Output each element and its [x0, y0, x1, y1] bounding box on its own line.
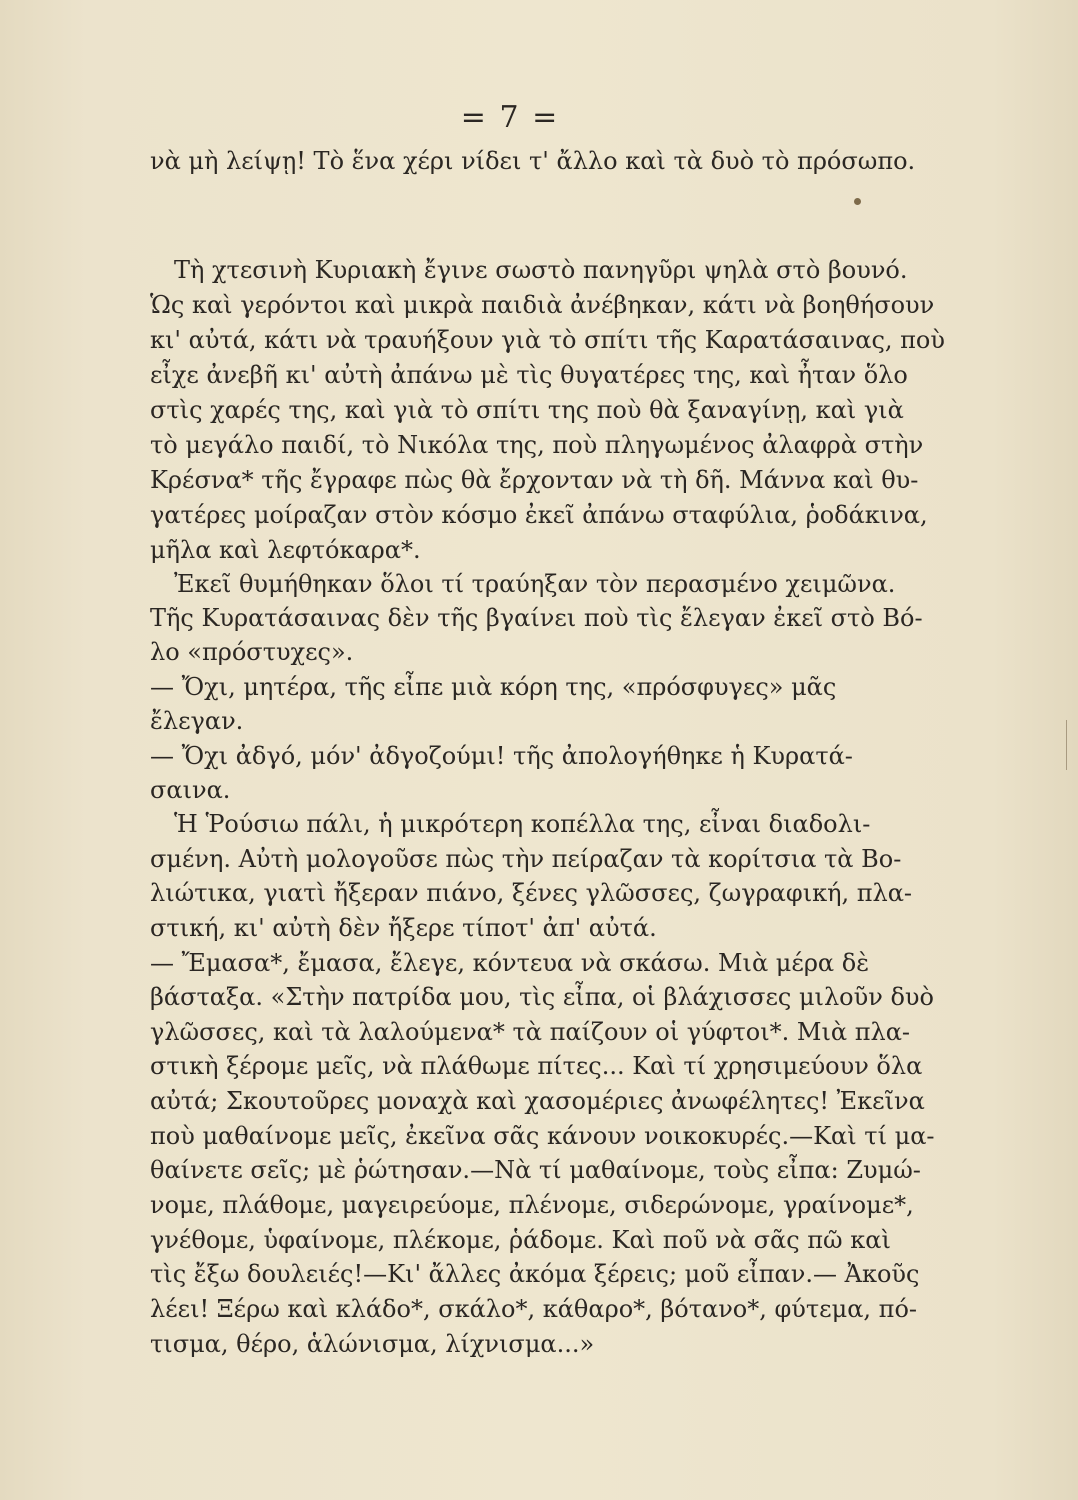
text-line: λο «πρόστυχες». — [150, 638, 354, 666]
text-line: θαίνετε σεῖς; μὲ ῥώτησαν.—Νὰ τί μαθαίνομε, τοὺς εἶπα: Ζυμώ- — [150, 1156, 921, 1184]
text-line: Τὴ χτεσινὴ Κυριακὴ ἔγινε σωστὸ πανηγῦρι ψηλὰ στὸ βουνό. — [174, 256, 908, 284]
text-line: αὐτά; Σκουτοῦρες μοναχὰ καὶ χασομέριες ἀνωφέλητες! Ἐκεῖνα — [150, 1087, 925, 1115]
text-line: ἔλεγαν. — [150, 707, 244, 735]
text-line: στὶς χαρές της, καὶ γιὰ τὸ σπίτι της ποὺ θὰ ξαναγίνῃ, καὶ γιὰ — [150, 396, 904, 424]
text-line: — Ἔμασα*, ἔμασα, ἔλεγε, κόντευα νὰ σκάσω. Μιὰ μέρα δὲ — [150, 949, 870, 977]
text-line: μῆλα καὶ λεφτόκαρα*. — [150, 536, 421, 564]
text-line: τισμα, θέρο, ἁλώνισμα, λίχνισμα...» — [150, 1330, 595, 1358]
text-line: νὰ μὴ λείψῃ! Τὸ ἕνα χέρι νίδει τ' ἄλλο καὶ τὰ δυὸ τὸ πρόσωπο. — [150, 147, 916, 175]
text-line: Τῆς Κυρατάσαινας δὲν τῆς βγαίνει ποὺ τὶς ἔλεγαν ἐκεῖ στὸ Βό- — [150, 604, 923, 632]
text-line: στικὴ ξέρομε μεῖς, νὰ πλάθωμε πίτες... Καὶ τί χρησιμεύουν ὅλα — [150, 1052, 923, 1080]
text-line: ποὺ μαθαίνομε μεῖς, ἐκεῖνα σᾶς κάνουν νοικοκυρές.—Καὶ τί μα- — [150, 1122, 935, 1150]
text-line: νομε, πλάθομε, μαγειρεύομε, πλένομε, σιδερώνομε, γραίνομε*, — [150, 1191, 914, 1219]
text-line: γατέρες μοίραζαν στὸν κόσμο ἐκεῖ ἀπάνω σταφύλια, ῥοδάκινα, — [150, 501, 928, 529]
text-line: Ἐκεῖ θυμήθηκαν ὅλοι τί τραύηξαν τὸν περασμένο χειμῶνα. — [174, 570, 896, 598]
text-line: — Ὄχι, μητέρα, τῆς εἶπε μιὰ κόρη της, «πρόσφυγες» μᾶς — [150, 673, 837, 701]
text-line: εἶχε ἀνεβῆ κι' αὐτὴ ἀπάνω μὲ τὶς θυγατέρες της, καὶ ἦταν ὅλο — [150, 361, 908, 389]
text-line: στική, κι' αὐτὴ δὲν ἤξερε τίποτ' ἀπ' αὐτά. — [150, 914, 657, 942]
text-line: γλῶσσες, καὶ τὰ λαλούμενα* τὰ παίζουν οἱ γύφτοι*. Μιὰ πλα- — [150, 1018, 911, 1046]
text-line: — Ὄχι ἀδγό, μόν' ἀδγοζούμι! τῆς ἀπολογήθηκε ἡ Κυρατά- — [150, 742, 853, 770]
text-line: Ὡς καὶ γερόντοι καὶ μικρὰ παιδιὰ ἀνέβηκαν, κάτι νὰ βοηθήσουν — [150, 291, 935, 319]
text-line: λέει! Ξέρω καὶ κλάδο*, σκάλο*, κάθαρο*, βότανο*, φύτεμα, πό- — [150, 1295, 918, 1323]
margin-mark — [1066, 720, 1067, 770]
page-number: = 7 = — [460, 100, 560, 135]
text-line: σαινα. — [150, 776, 231, 804]
text-line: σμένη. Αὐτὴ μολογοῦσε πὼς τὴν πείραζαν τὰ κορίτσια τὰ Βο- — [150, 845, 902, 873]
text-line: Ἡ Ῥούσιω πάλι, ἡ μικρότερη κοπέλλα της, εἶναι διαδολι- — [174, 810, 871, 838]
ink-dot — [854, 198, 861, 205]
text-line: κι' αὐτά, κάτι νὰ τραυήξουν γιὰ τὸ σπίτι τῆς Καρατάσαινας, ποὺ — [150, 326, 945, 354]
text-line: λιώτικα, γιατὶ ἤξεραν πιάνο, ξένες γλῶσσες, ζωγραφική, πλα- — [150, 879, 913, 907]
text-line: τὸ μεγάλο παιδί, τὸ Νικόλα της, ποὺ πληγωμένος ἀλαφρὰ στὴν — [150, 431, 924, 459]
text-line: τὶς ἔξω δουλειές!—Κι' ἄλλες ἀκόμα ξέρεις; μοῦ εἶπαν.— Ἀκοῦς — [150, 1260, 920, 1288]
text-line: Κρέσνα* τῆς ἔγραφε πὼς θὰ ἔρχονταν νὰ τὴ δῆ. Μάννα καὶ θυ- — [150, 466, 919, 494]
text-line: βάσταξα. «Στὴν πατρίδα μου, τὶς εἶπα, οἱ βλάχισσες μιλοῦν δυὸ — [150, 983, 934, 1011]
text-line: γνέθομε, ὑφαίνομε, πλέκομε, ῥάδομε. Καὶ ποῦ νὰ σᾶς πῶ καὶ — [150, 1226, 891, 1254]
